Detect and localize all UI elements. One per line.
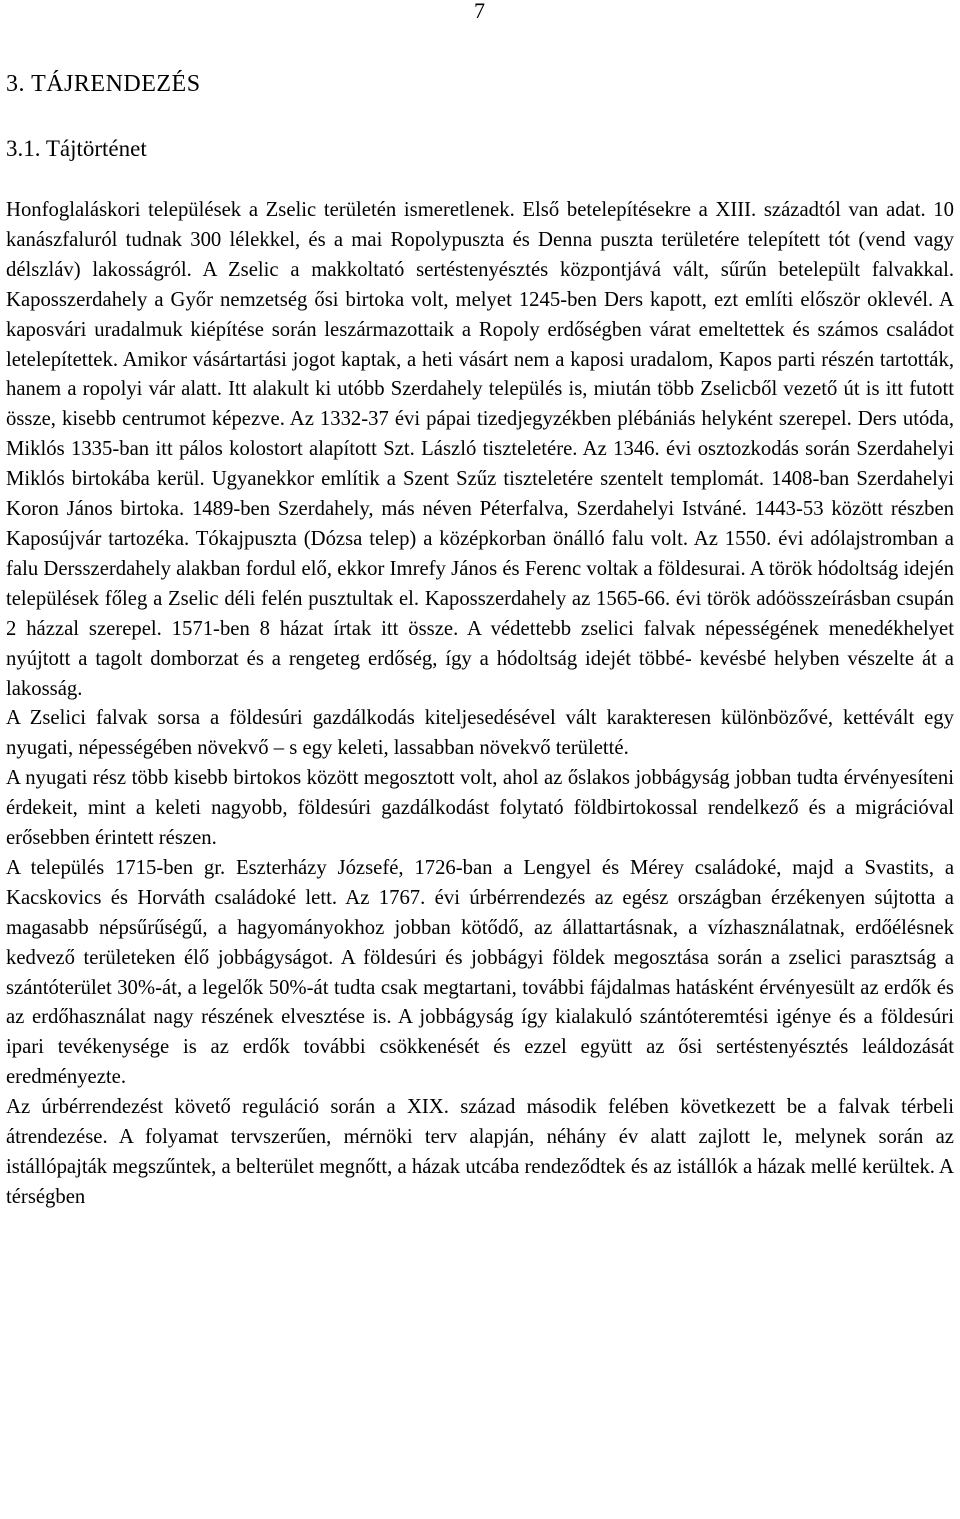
section-title: 3.1. Tájtörténet <box>6 136 147 161</box>
paragraph: A település 1715-ben gr. Eszterházy Józsefé, 1726-ban a Lengyel és Mérey családoké, majd a Svastits, a Kacskovics és Horváth családoké lett. Az 1767. évi úrbérrendezés az egész országban érzékenyen sújtotta a magasabb népsűrűségű, a hagyományokhoz jobban kötődő, az állattartásnak, a vízhasználatnak, erdőélésnek kedvező területeken élő jobbágyságot. A földesúri és jobbágyi földek megosztása során a zselici parasztság a szántóterület 30%-át, a legelők 50%-át tudta csak megtartani, további fájdalmas hatásként érvényesült az erdők és az erdőhasználat nagy részének elvesztése is. A jobbágyság így kialakuló szántóteremtési igénye és a földesúri ipari tevékenysége is az erdők további csökkenését és ezzel együtt az ősi sertéstenyésztés leáldozását eredményezte. <box>6 856 954 1089</box>
paragraph: Az úrbérrendezést követő reguláció során a XIX. század második felében következett be a falvak térbeli átrendezése. A folyamat tervszerűen, mérnöki terv alapján, néhány év alatt zajlott le, melynek során az istállópajták megszűntek, a belterület megnőtt, a házak utcába rendeződtek és az istállók a házak mellé kerültek. A térségben <box>6 1096 954 1208</box>
page-number: 7 <box>474 0 485 23</box>
body-text <box>6 196 954 1213</box>
paragraph: A Zselici falvak sorsa a földesúri gazdálkodás kiteljesedésével vált karakteresen különbözővé, kettévált egy nyugati, népességében növekvő – s egy keleti, lassabban növekvő területté. <box>6 707 954 760</box>
paragraph: Honfoglaláskori települések a Zselic területén ismeretlenek. Első betelepítésekre a XIII. századtól van adat. 10 kanászfaluról tudnak 300 lélekkel, és a mai Ropolypuszta és Denna puszta területére telepített tót (vend vagy délszláv) lakosságról. A Zselic a makkoltató sertéstenyésztés központjává vált, sűrűn betelepült falvakkal. Kaposszerdahely a Győr nemzetség ősi birtoka volt, melyet 1245-ben Ders kapott, ezt említi először oklevél. A kaposvári uradalmuk kiépítése során leszármazottaik a Ropoly erdőségben várat emeltettek és számos családot letelepítettek. Amikor vásártartási jogot kaptak, a heti vásárt nem a kaposi uradalom, Kapos parti részén tartották, hanem a ropolyi vár alatt. Itt alakult ki utóbb Szerdahely település is, miután több Zselicből vezető út is itt futott össze, kisebb centrumot képezve. Az 1332-37 évi pápai tizedjegyzékben plébániás helyként szerepel. Ders utóda, Miklós 1335-ban itt pálos kolostort alapított Szt. László tiszteletére. Az 1346. évi osztozkodás során Szerdahelyi Miklós birtokába kerül. Ugyanekkor említik a Szent Szűz tiszteletére szentelt templomát. 1408-ban Szerdahelyi Koron János birtoka. 1489-ben Szerdahely, más néven Péterfalva, Szerdahelyi Istváné. 1443-53 között részben Kaposújvár tartozéka. Tókajpuszta (Dózsa telep) a középkorban önálló falu volt. Az 1550. évi adólajstromban a falu Dersszerdahely alakban fordul elő, ekkor Imrefy János és Ferenc voltak a földesurai. A török hódoltság idején települések főleg a Zselic déli felén pusztultak el. Kaposszerdahely az 1565-66. évi török adóösszeírásban csupán 2 házzal szerepel. 1571-ben 8 házat írtak itt össze. A védettebb zselici falvak népességének menedékhelyet nyújtott a tagolt domborzat és a rengeteg erdőség, így a hódoltság idejét többé- kevésbé helyben vészelte át a lakosság. <box>6 199 954 700</box>
chapter-title: 3. TÁJRENDEZÉS <box>6 71 201 97</box>
paragraph: A nyugati rész több kisebb birtokos között megosztott volt, ahol az őslakos jobbágyság jobban tudta érvényesíteni érdekeit, mint a keleti nagyobb, földesúri gazdálkodást folytató földbirtokossal rendelkező és a migrációval erősebben érintett részen. <box>6 767 954 850</box>
